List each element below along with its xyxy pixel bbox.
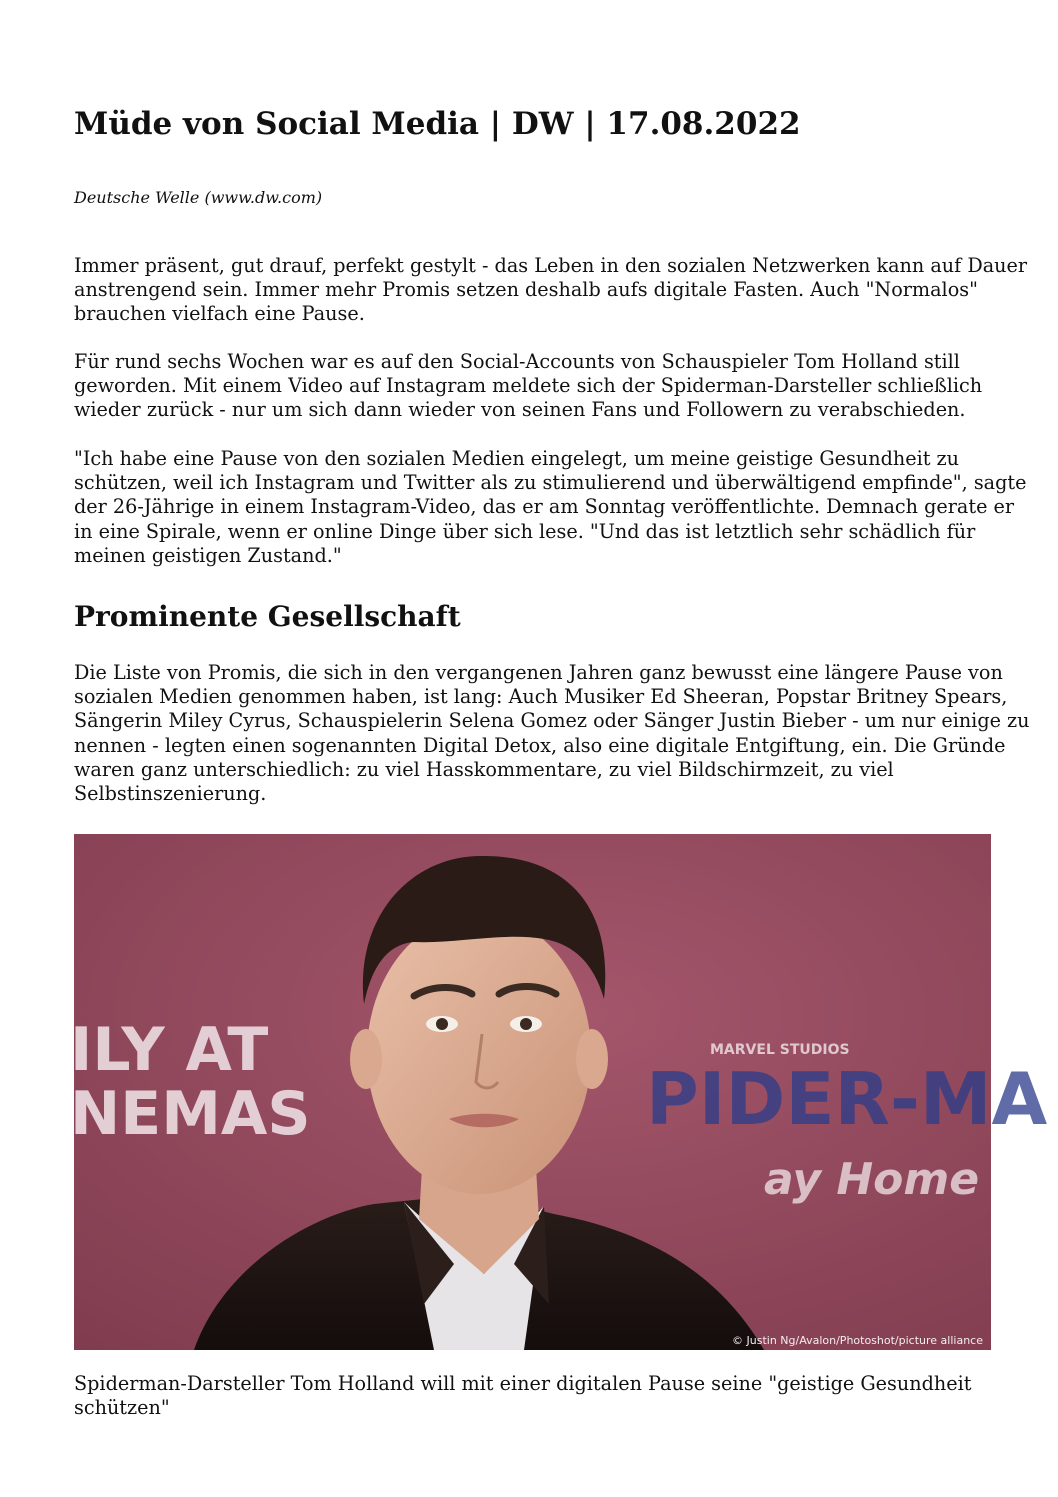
- paragraph-line: geworden. Mit einem Video auf Instagram meldete sich der Spiderman-Darsteller schließlich: [74, 374, 983, 398]
- intro-line: anstrengend sein. Immer mehr Promis setzen deshalb aufs digitale Fasten. Auch "Normalos": [74, 278, 978, 302]
- body-paragraph-4: [74, 661, 1030, 806]
- backdrop-left-bottom: NEMAS: [70, 1079, 311, 1149]
- intro-paragraph: [74, 254, 1028, 327]
- portrait-illustration: [70, 834, 1048, 1350]
- backdrop-left-top: ILY AT: [70, 1015, 269, 1085]
- paragraph-line: waren ganz unterschiedlich: zu viel Hasskommentare, zu viel Bildschirmzeit, zu viel: [74, 757, 894, 781]
- section-heading: Prominente Gesellschaft: [74, 600, 461, 633]
- backdrop-brand: MARVEL STUDIOS: [710, 1042, 850, 1058]
- photo-caption: [74, 1372, 994, 1420]
- paragraph-line: Sängerin Miley Cyrus, Schauspielerin Selena Gomez oder Sänger Justin Bieber - um nur einige zu: [74, 709, 1030, 733]
- backdrop-subtitle: ay Home: [764, 1154, 980, 1205]
- body-paragraph-3: [74, 447, 1027, 568]
- paragraph-line: nennen - legten einen sogenannten Digital Detox, also eine digitale Entgiftung, ein. Die Gründe: [74, 733, 1006, 757]
- intro-line: Immer präsent, gut drauf, perfekt gestylt - das Leben in den sozialen Netzwerken kann auf Dauer: [74, 254, 1028, 277]
- paragraph-line: der 26-Jährige in einem Instagram-Video, das er am Sonntag veröffentlichte. Demnach gerate er: [74, 495, 1015, 519]
- caption-line: schützen": [74, 1396, 170, 1420]
- article-source: Deutsche Welle (www.dw.com): [74, 188, 323, 207]
- paragraph-line: in eine Spirale, wenn er online Dinge über sich lese. "Und das ist letztlich sehr schädlich für: [74, 519, 976, 543]
- paragraph-line: schützen, weil ich Instagram und Twitter als zu stimulierend und überwältigend empfinde", sagte: [74, 471, 1027, 495]
- paragraph-line: wieder zurück - nur um sich dann wieder von seinen Fans und Followern zu verabschieden.: [74, 398, 966, 422]
- backdrop-title: PIDER-MA: [646, 1057, 1048, 1141]
- paragraph-line: sozialen Medien genommen haben, ist lang: Auch Musiker Ed Sheeran, Popstar Britney Spears,: [74, 685, 1008, 709]
- paragraph-line: "Ich habe eine Pause von den sozialen Medien eingelegt, um meine geistige Gesundheit zu: [74, 447, 959, 470]
- paragraph-line: Selbstinszenierung.: [74, 782, 267, 806]
- paragraph-line: Die Liste von Promis, die sich in den vergangenen Jahren ganz bewusst eine längere Pause von: [74, 661, 1003, 684]
- paragraph-line: meinen geistigen Zustand.": [74, 543, 342, 567]
- caption-line: Spiderman-Darsteller Tom Holland will mit einer digitalen Pause seine "geistige Gesundheit: [74, 1372, 972, 1395]
- article-title: Müde von Social Media | DW | 17.08.2022: [74, 106, 801, 142]
- photo-credit: © Justin Ng/Avalon/Photoshot/picture alliance: [732, 1334, 983, 1347]
- paragraph-line: Für rund sechs Wochen war es auf den Social-Accounts von Schauspieler Tom Holland still: [74, 350, 960, 373]
- intro-line: brauchen vielfach eine Pause.: [74, 302, 365, 326]
- body-paragraph-2: [74, 350, 994, 423]
- article-photo: [70, 834, 1048, 1350]
